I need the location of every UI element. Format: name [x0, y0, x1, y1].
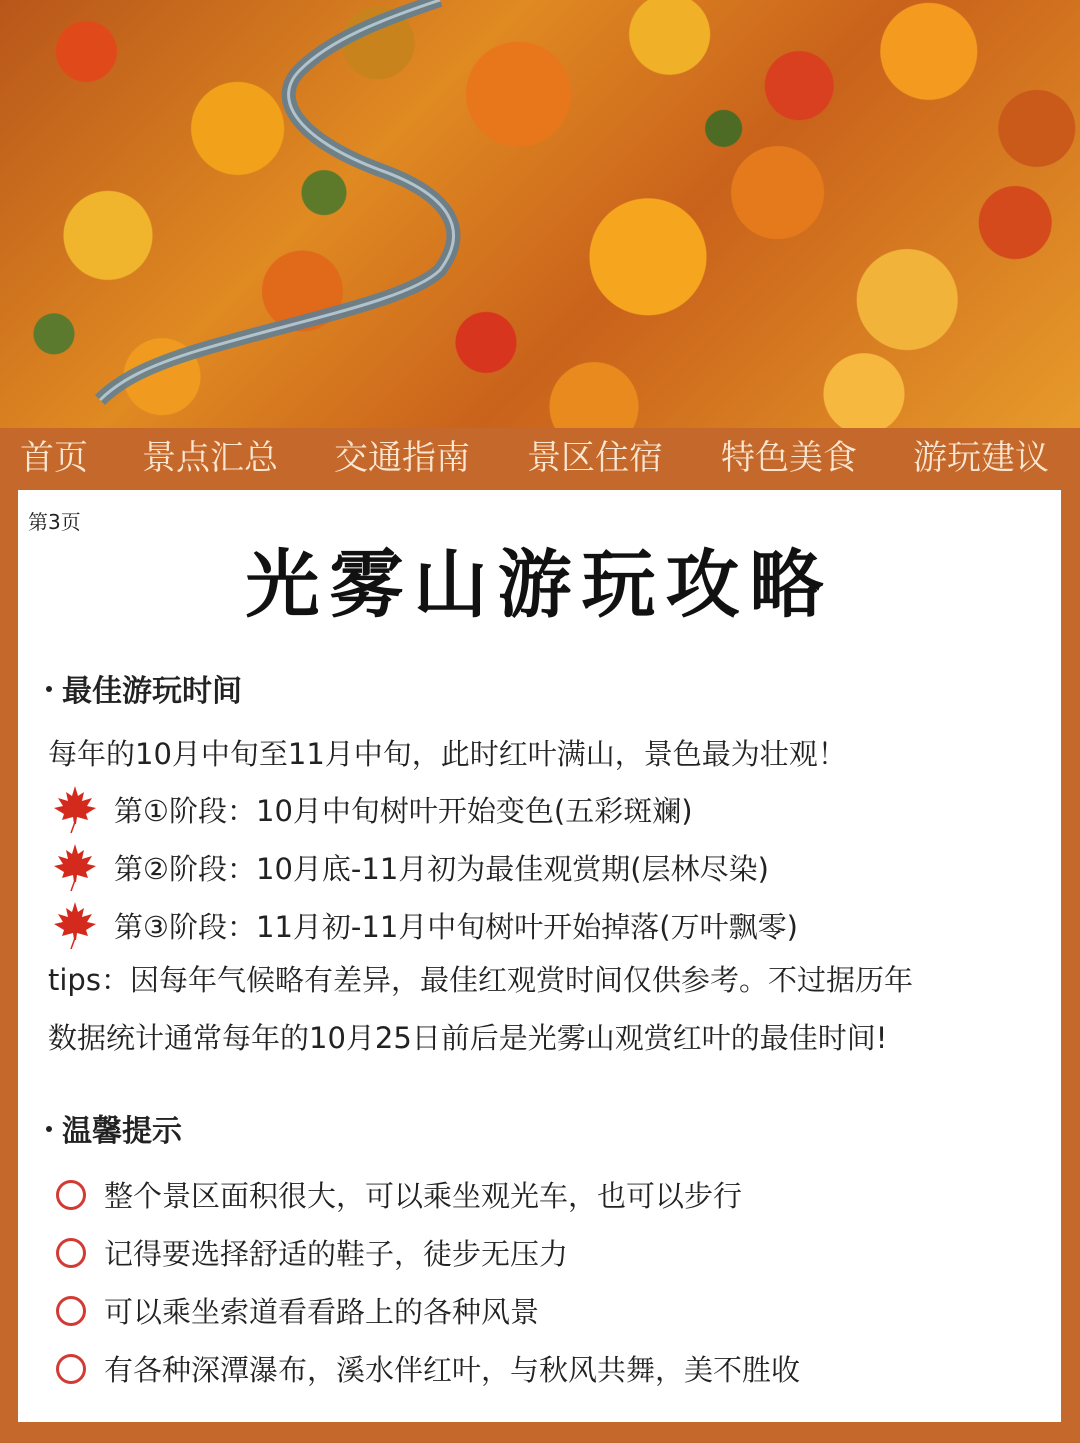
nav-item-transport[interactable]: 交通指南	[334, 438, 470, 478]
circle-icon	[56, 1238, 86, 1268]
bullet-dot-icon	[46, 1126, 52, 1132]
reminder-item	[56, 1232, 568, 1272]
page-title: 光雾山游玩攻略	[245, 542, 834, 628]
stage-item	[52, 842, 769, 892]
nav-item-food[interactable]: 特色美食	[721, 438, 857, 478]
stage-item	[52, 784, 693, 834]
stage-text: 第①阶段：10月中旬树叶开始变色(五彩斑斓)	[114, 793, 693, 828]
top-nav	[0, 428, 1080, 488]
section-heading-reminders	[46, 1106, 182, 1150]
circle-icon	[56, 1354, 86, 1384]
section-heading-text: 最佳游玩时间	[62, 674, 242, 709]
reminder-item	[56, 1174, 742, 1214]
stage-item	[52, 900, 798, 950]
winding-road	[0, 0, 1080, 428]
hero-image	[0, 0, 1080, 428]
section-heading-best-time	[46, 666, 242, 710]
bullet-dot-icon	[46, 686, 52, 692]
maple-leaf-icon	[52, 900, 98, 950]
nav-item-suggestions[interactable]: 游玩建议	[913, 438, 1049, 478]
section-heading-text: 温馨提示	[62, 1114, 182, 1149]
page-number: 第3页	[28, 510, 81, 534]
reminder-text: 可以乘坐索道看看路上的各种风景	[104, 1295, 540, 1329]
reminder-item	[56, 1348, 800, 1388]
reminder-item	[56, 1290, 539, 1330]
stage-text: 第③阶段：11月初-11月中旬树叶开始掉落(万叶飘零)	[114, 909, 798, 944]
reminder-text: 有各种深潭瀑布，溪水伴红叶，与秋风共舞，美不胜收	[104, 1353, 801, 1387]
circle-icon	[56, 1180, 86, 1210]
circle-icon	[56, 1296, 86, 1326]
reminder-text: 整个景区面积很大，可以乘坐观光车，也可以步行	[104, 1179, 743, 1213]
reminder-text: 记得要选择舒适的鞋子，徒步无压力	[104, 1237, 569, 1271]
maple-leaf-icon	[52, 784, 98, 834]
stage-text: 第②阶段：10月底-11月初为最佳观赏期(层林尽染)	[114, 851, 769, 886]
tips-line: tips：因每年气候略有差异，最佳红观赏时间仅供参考。不过据历年	[48, 963, 913, 997]
nav-item-attractions[interactable]: 景点汇总	[142, 438, 278, 478]
nav-item-home[interactable]: 首页	[20, 438, 88, 478]
tips-line: 数据统计通常每年的10月25日前后是光雾山观赏红叶的最佳时间!	[48, 1021, 888, 1055]
maple-leaf-icon	[52, 842, 98, 892]
content-card	[18, 490, 1061, 1422]
best-time-intro: 每年的10月中旬至11月中旬，此时红叶满山，景色最为壮观！	[48, 737, 847, 771]
nav-item-accommodation[interactable]: 景区住宿	[527, 438, 663, 478]
